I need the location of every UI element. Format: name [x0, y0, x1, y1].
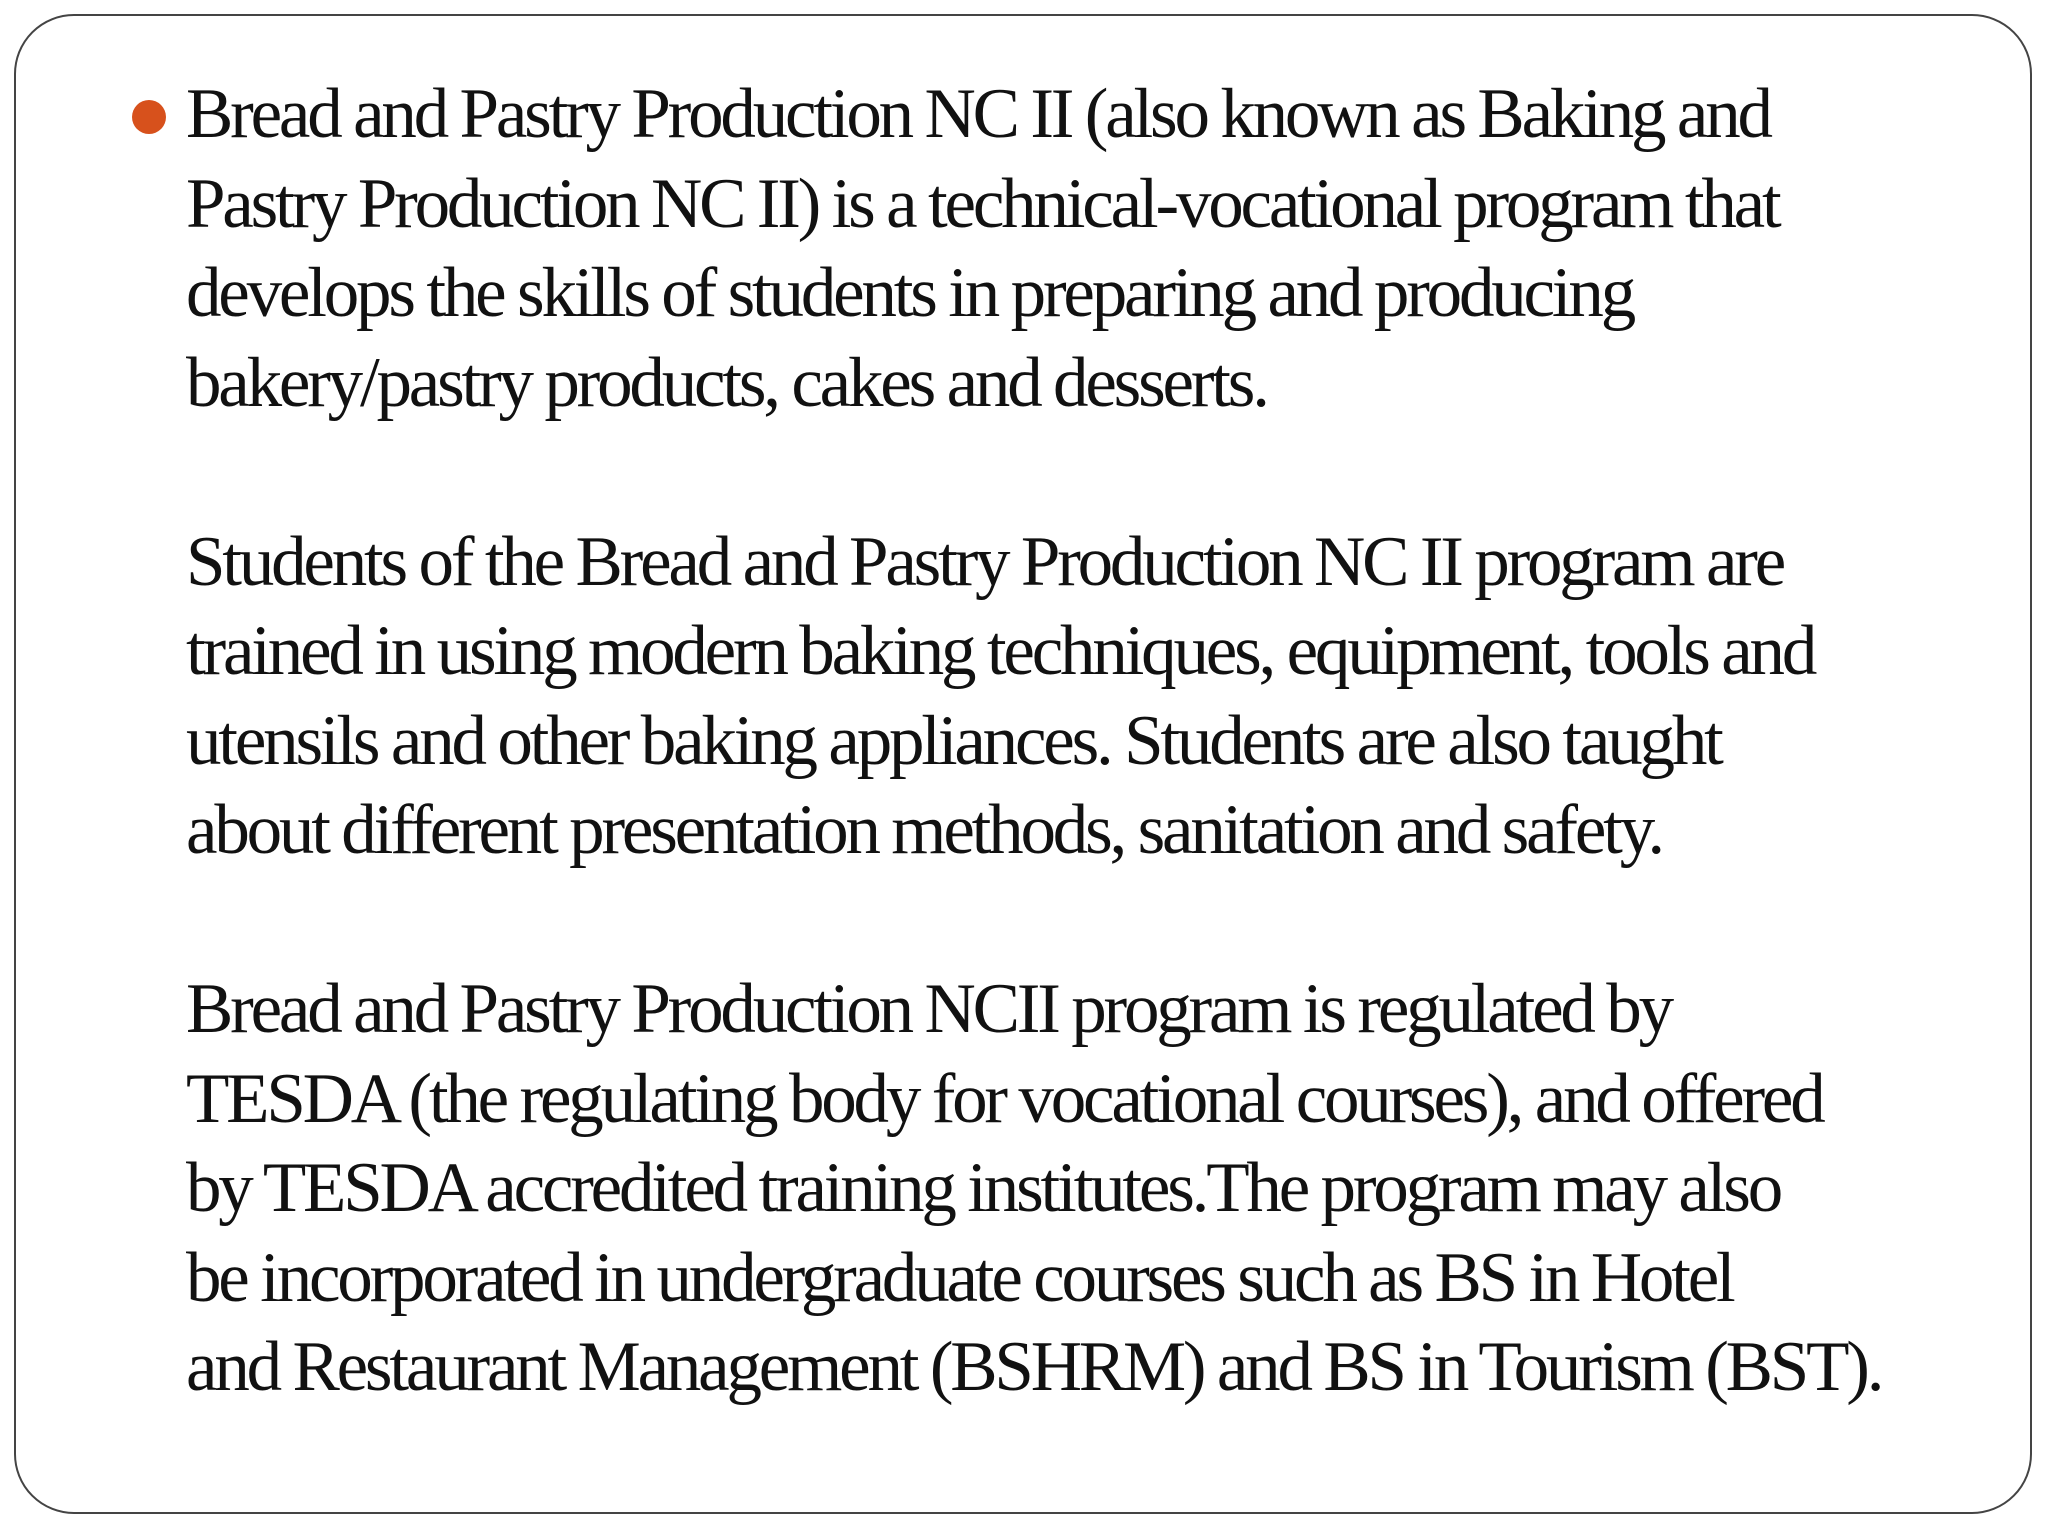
slide-body	[186, 70, 1986, 1413]
bullet-icon	[132, 100, 166, 134]
paragraph-training: Students of the Bread and Pastry Production NC II program are trained in using modern baking techniques, equipment, tools and utensils and other baking appliances. Students are also taught about different presentation methods, sanitation and safety.	[186, 522, 1815, 869]
paragraph-regulation: Bread and Pastry Production NCII program is regulated by TESDA (the regulating body for vocational courses), and offered by TESDA accredited training institutes.The program may also be incorporated in undergraduate courses such as BS in Hotel and Restaurant Management (BSHRM) and BS in Tourism (BST).	[186, 970, 1882, 1406]
paragraph-definition: Bread and Pastry Production NC II (also known as Baking and Pastry Production NC II) is a technical-vocational program that develops the skills of students in preparing and producing bakery/pastry products, cakes and desserts.	[186, 75, 1779, 422]
